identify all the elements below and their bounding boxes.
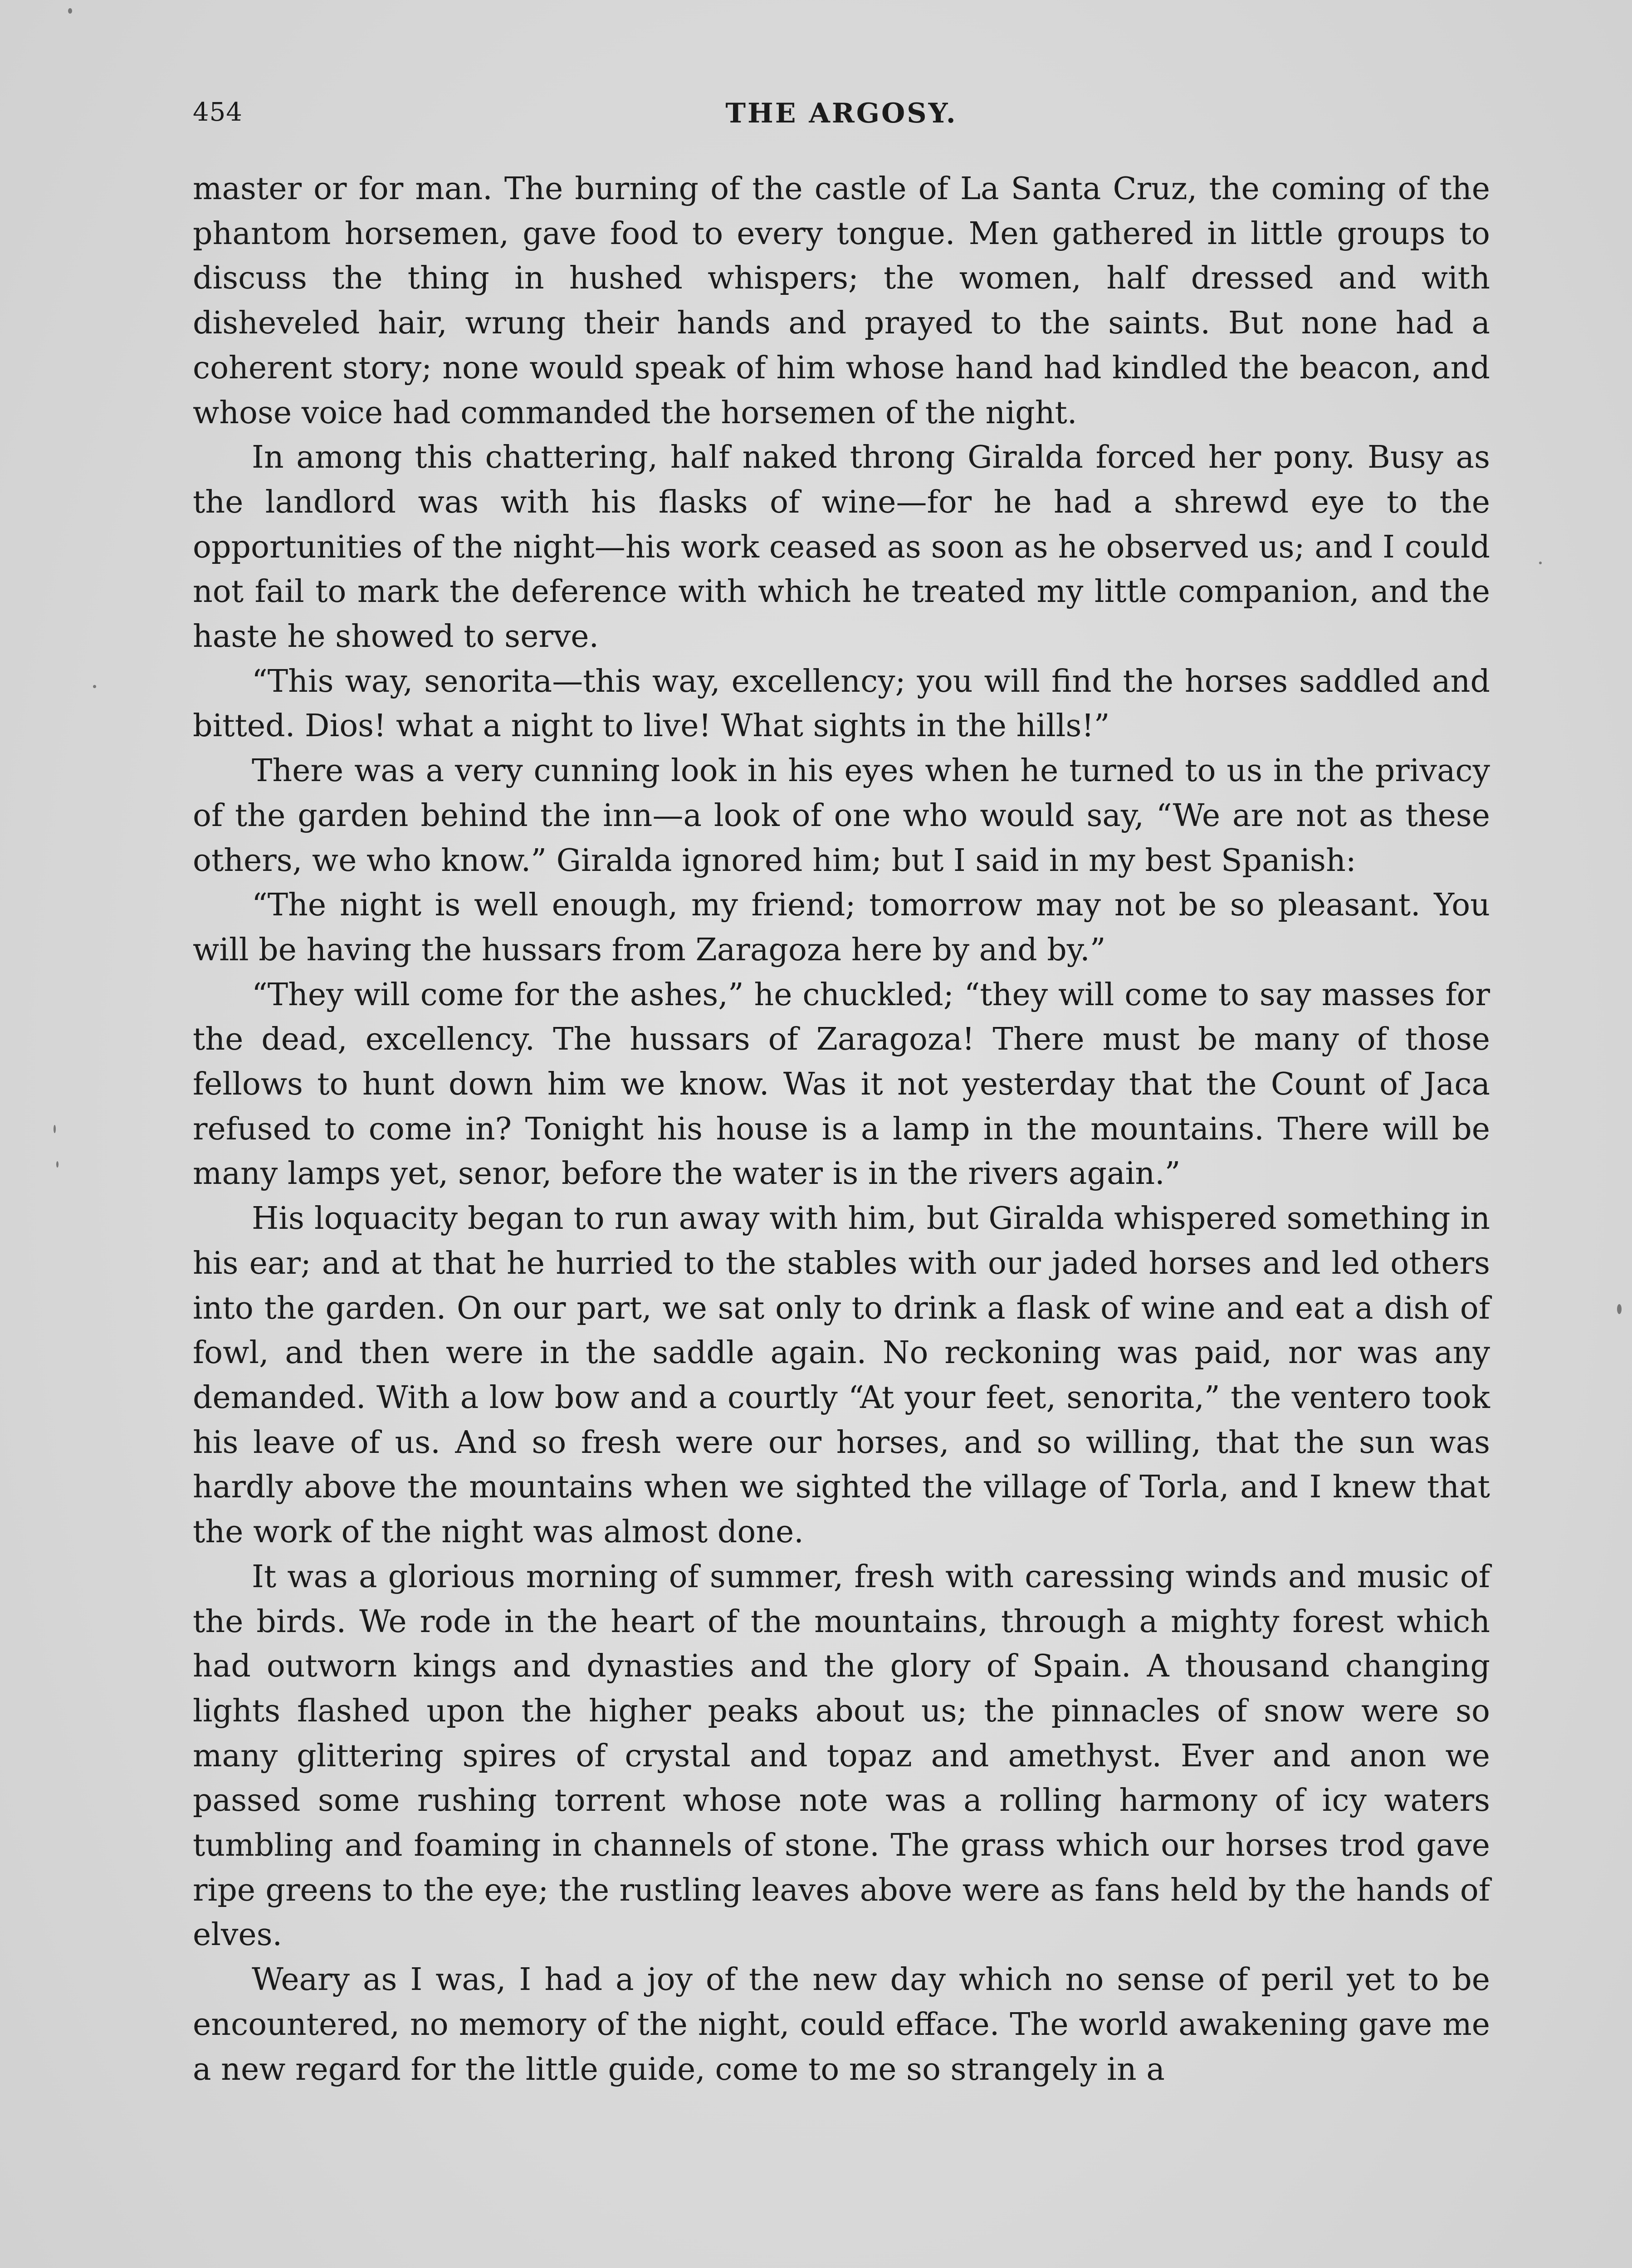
print-speck: [56, 1161, 59, 1168]
print-speck: [68, 8, 72, 14]
print-speck: [1617, 1304, 1622, 1314]
print-speck: [54, 1125, 56, 1133]
page-header: [193, 98, 1490, 138]
paragraph: In among this chattering, half naked throng Giralda forced her pony. Busy as the landlord was with his flasks of wine—for he had a shrewd eye to the opportunities of the night—his work ceased as soon as he observed us; and I could not fail to mark the deference with which he treated my little companion, and the haste he showed to serve.: [193, 440, 1490, 655]
print-speck: [93, 685, 96, 688]
paragraph: His loquacity began to run away with him, but Giralda whispered something in his ear; and at that he hurried to the stables with our jaded horses and led others into the garden. On our part, we sat only to drink a flask of wine and eat a dish of fowl, and then were in the saddle again. No reckoning was paid, nor was any demanded. With a low bow and a courtly “At your feet, senorita,” the ventero took his leave of us. And so fresh were our horses, and so willing, that the sun was hardly above the mountains when we sighted the village of Torla, and I knew that the work of the night was almost done.: [193, 1201, 1490, 1550]
paragraph: It was a glorious morning of summer, fresh with caressing winds and music of the birds. We rode in the heart of the mountains, through a mighty forest which had outworn kings and dynasties and the glory of Spain. A thousand changing lights flashed upon the higher peaks about us; the pinnacles of snow were so many glittering spires of crystal and topaz and amethyst. Ever and anon we passed some rushing torrent whose note was a rolling harmony of icy waters tumbling and foaming in channels of stone. The grass which our horses trod gave ripe greens to the eye; the rustling leaves above were as fans held by the hands of elves.: [193, 1559, 1490, 1953]
paragraph: “This way, senorita—this way, excellency; you will find the horses saddled and bitted. Dios! what a night to live! What sights in the hills!”: [193, 663, 1490, 744]
print-speck: [1539, 562, 1542, 564]
paragraph: “The night is well enough, my friend; tomorrow may not be so pleasant. You will be having the hussars from Zaragoza here by and by.”: [193, 887, 1490, 968]
paragraph: There was a very cunning look in his eyes when he turned to us in the privacy of the garden behind the inn—a look of one who would say, “We are not as these others, we who know.” Giralda ignored him; but I said in my best Spanish:: [193, 753, 1490, 879]
paragraph: master or for man. The burning of the castle of La Santa Cruz, the coming of the phantom horsemen, gave food to every tongue. Men gathered in little groups to discuss the thing in hushed whispers; the women, half dressed and with disheveled hair, wrung their hands and prayed to the saints. But none had a coherent story; none would speak of him whose hand had kindled the beacon, and whose voice had commanded the horsemen of the night.: [193, 171, 1490, 431]
page-number: 454: [193, 98, 243, 127]
paragraph: Weary as I was, I had a joy of the new day which no sense of peril yet to be encountered, no memory of the night, could efface. The world awakening gave me a new regard for the little guide, come to me so strangely in a: [193, 1962, 1490, 2087]
article-body: [193, 167, 1490, 2092]
running-title: THE ARGOSY.: [725, 98, 958, 129]
paragraph: “They will come for the ashes,” he chuckled; “they will come to say masses for the dead, excellency. The hussars of Zaragoza! There must be many of those fellows to hunt down him we know. Was it not yesterday that the Count of Jaca refused to come in? Tonight his house is a lamp in the mountains. There will be many lamps yet, senor, before the water is in the rivers again.”: [193, 977, 1490, 1192]
